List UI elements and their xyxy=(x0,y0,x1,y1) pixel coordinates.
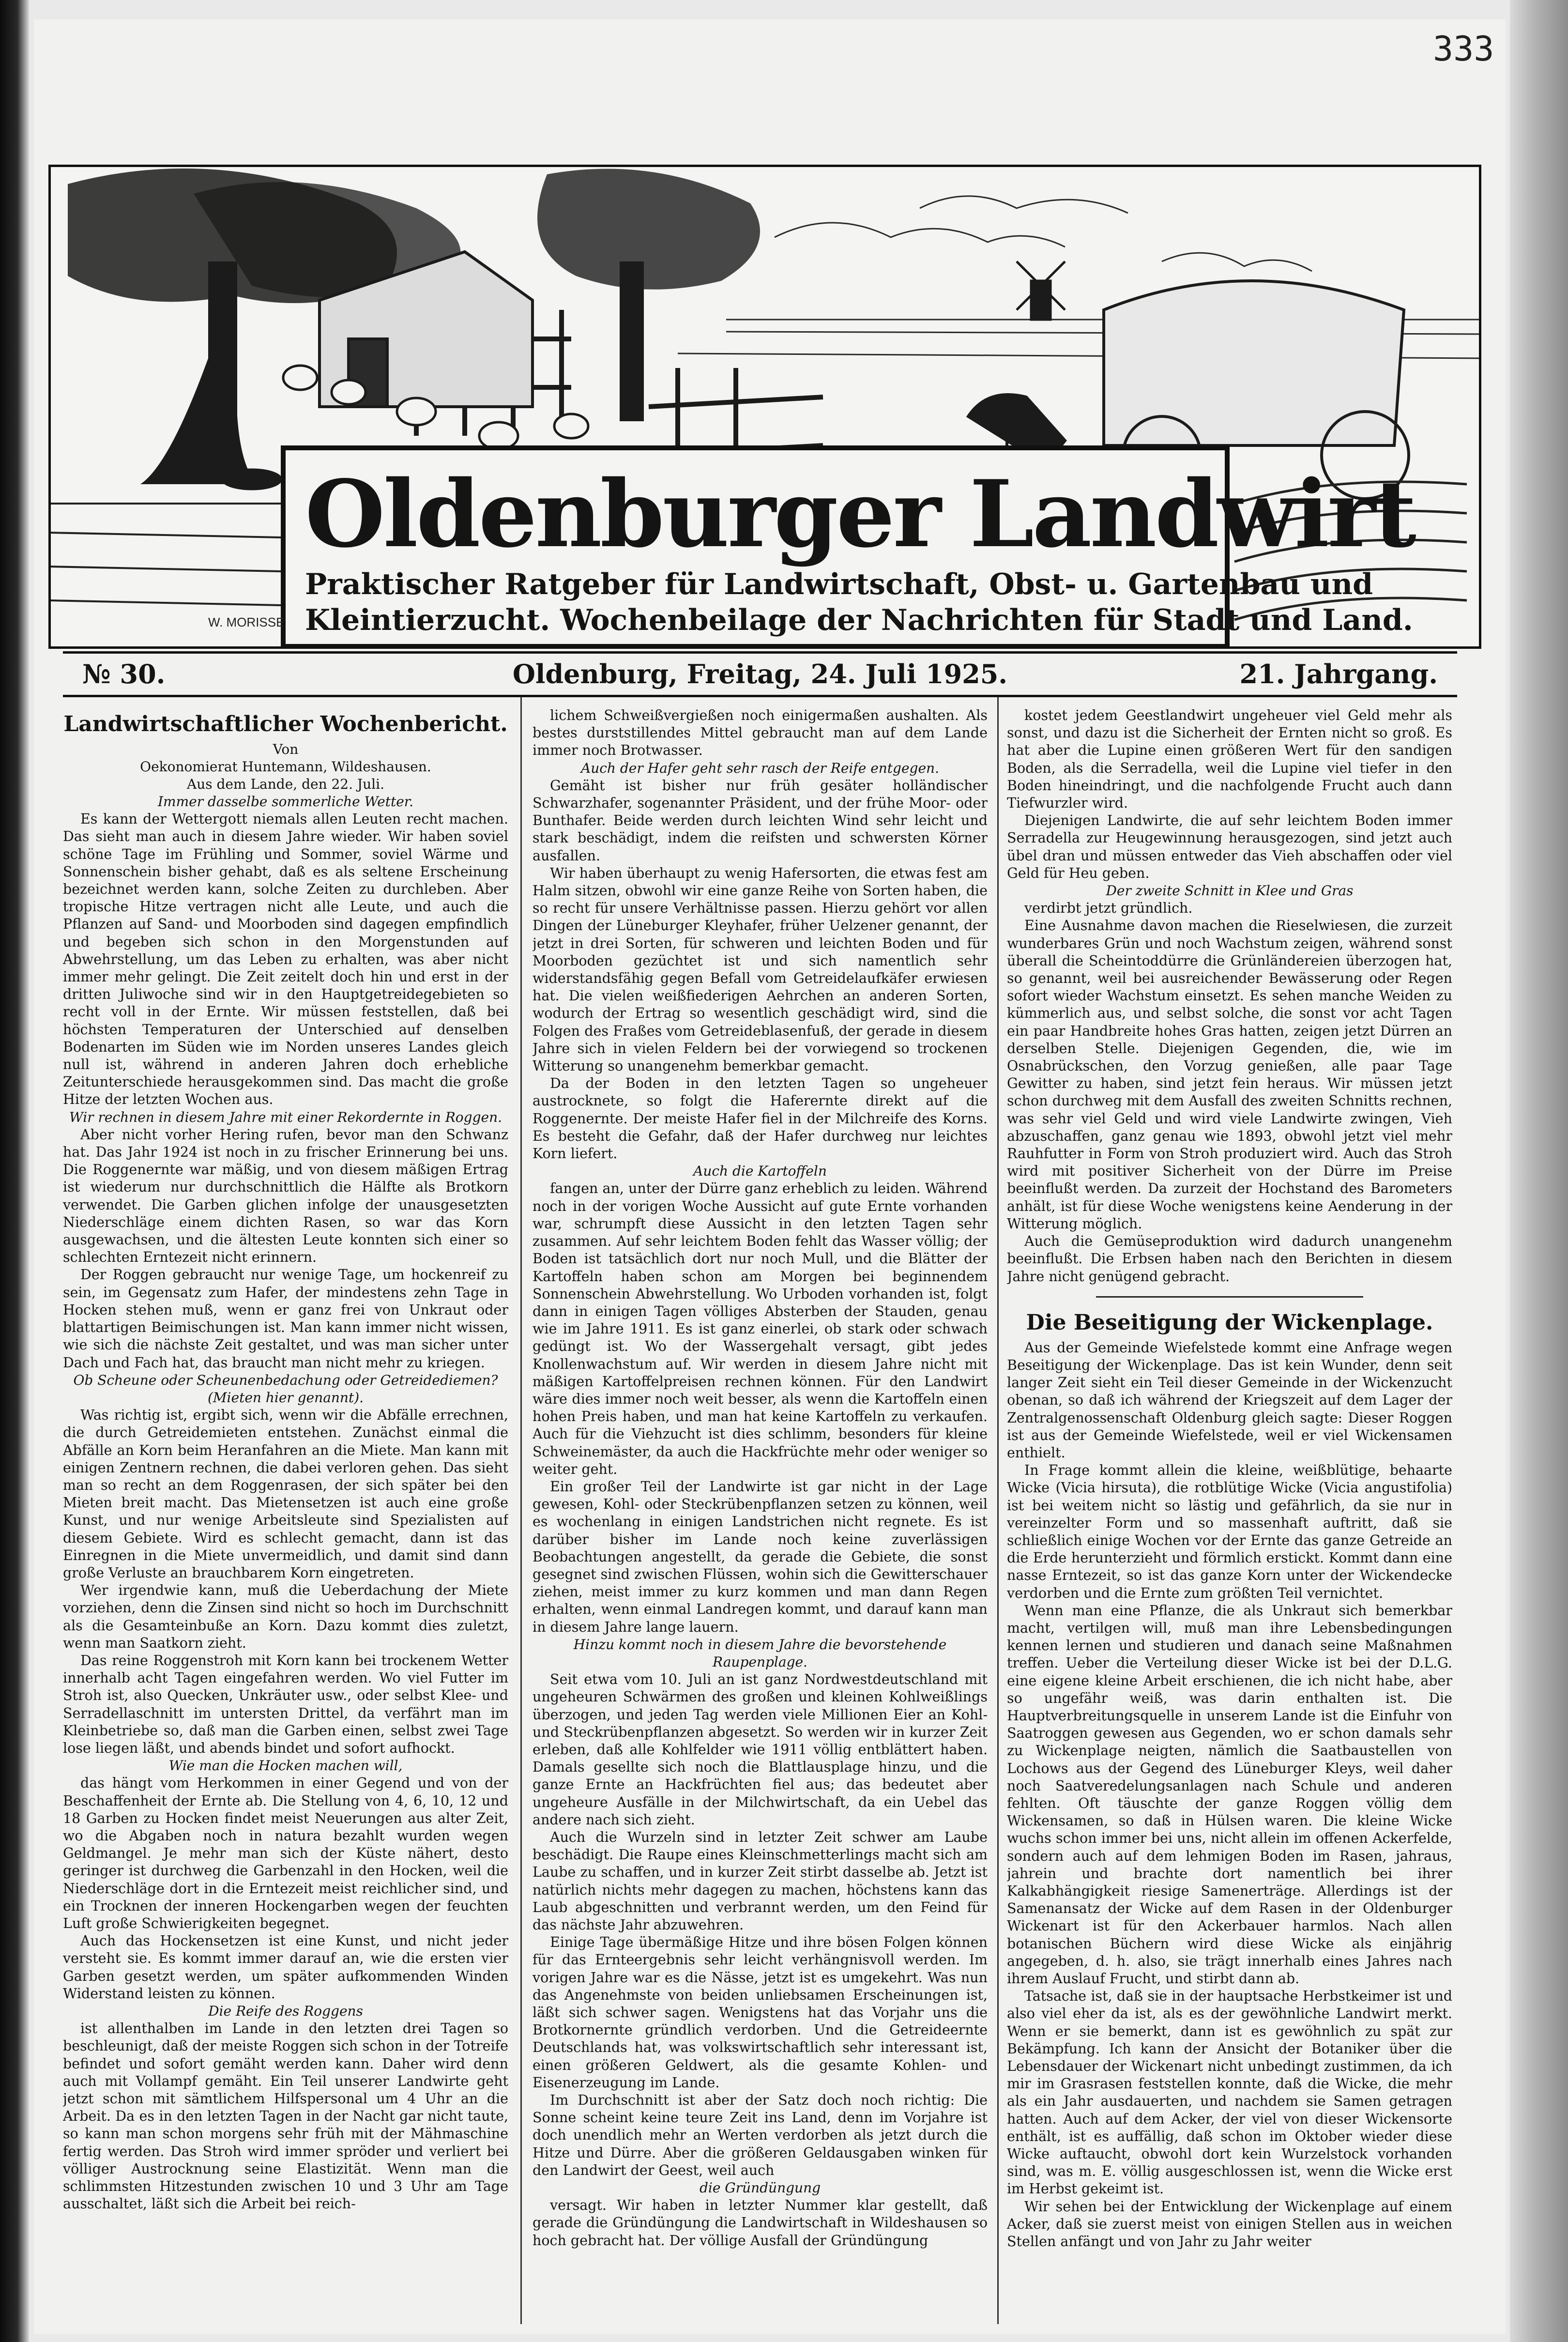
column-rule-2 xyxy=(997,697,999,2324)
subheading: die Gründüngung xyxy=(699,2180,821,2196)
article-headline: Landwirtschaftlicher Wochenbericht. xyxy=(63,712,508,736)
paragraph: Aber nicht vorher Hering rufen, bevor man den Schwanz hat. Das Jahr 1924 ist noch in zu frischer Erinnerung bei uns. Die Roggenernte war mäßig, und von diesem mäßigen Ertrag ist wiederum nur durchschnittlich die Hälfte als Brotkorn verwendet. Die Garben glichen infolge der unausgesetzten Niederschläge einem dichten Rasen, so war das Korn ausgewachsen, und die ältesten Leute konnten sich einer so schlechten Erntezeit nicht erinnern. xyxy=(63,1126,508,1266)
paragraph: Das reine Roggenstroh mit Korn kann bei trockenem Wetter innerhalb acht Tagen eingefahren werden. Wo viel Futter im Stroh ist, also Quecken, Unkräuter usw., oder selbst Klee- und Serradellaschnitt im untersten Drittel, da verfährt man im Kleinbetriebe so, daß man die Garben einen, selbst zwei Tage lose liegen läßt, und abends bindet und sofort aufhockt. xyxy=(63,1652,508,1756)
paragraph: Es kann der Wettergott niemals allen Leuten recht machen. Das sieht man auch in diesem Jahre wieder. Wir haben soviel schöne Tage im Frühling und Sommer, soviel Wärme und Sonnenschein bisher gehabt, daß es als seltene Erscheinung bezeichnet werden kann, solche Zeiten zu durchleben. Aber tropische Hitze vertragen nicht alle Leute, und auch die Pflanzen auf Sand- und Moorboden sind dagegen empfindlich und begeben sich schon in den Morgenstunden auf Abwehrstellung, um das Leben zu erhalten, was aber nicht immer mehr gelingt. Die Zeit zeitelt doch hin und erst in der dritten Juliwoche sind wir in den Hauptgetreidegebieten so recht voll in der Ernte. Wir müssen feststellen, daß bei höchsten Temperaturen der Unterschied auf denselben Bodenarten im Süden wie im Norden unseres Landes gleich null ist, während in anderen Jahren doch erhebliche Zeitunterschiede herausgekommen sind. Das macht die große Hitze der letzten Wochen aus. xyxy=(63,811,508,1108)
subtitle-line-2: Kleintierzucht. Wochenbeilage der Nachrichten für Stadt und Land. xyxy=(305,603,1413,637)
paragraph: Der Roggen gebraucht nur wenige Tage, um hockenreif zu sein, im Gegensatz zum Hafer, der mindestens zehn Tage in Hocken stehen muß, wenn er ganz frei von Unkraut oder blattartigen Beimischungen ist. Man kann immer nicht wissen, wie sich die nächste Zeit gestaltet, und was man sicher unter Dach und Fach hat, das braucht man nicht mehr zu kriegen. xyxy=(63,1267,508,1371)
subtitle-line-1: Praktischer Ratgeber für Landwirtschaft, Obst- u. Gartenbau und xyxy=(305,567,1373,601)
paragraph: lichem Schweißvergießen noch einigermaßen aushalten. Als bestes durststillendes Mittel gebraucht man auf dem Lande immer noch Brotwasser. xyxy=(533,707,988,759)
paragraph: Eine Ausnahme davon machen die Rieselwiesen, die zurzeit wunderbares Grün und noch Wachstum zeigen, während sonst überall die Scheintoddürre die Grünländereien überzogen hat, so genannt, weil bei ausreichender Bewässerung oder Regen sofort wieder Wachstum einsetzt. Es sehen manche Weiden zu kümmerlich aus, und selbst solche, die sonst vor acht Tagen ein paar Handbreite hohes Gras hatten, zeigen jetzt Dürren an derselben Stelle. Diejenigen Gegenden, die, wie im Osnabrückschen, den Vorzug genießen, alle paar Tage Gewitter zu haben, sind jetzt fein heraus. Wir müssen jetzt schon durchweg mit dem Ausfall des zweiten Schnitts rechnen, was sehr viel Geld und wird viele Landwirte zwingen, Vieh abzuschaffen, ganz genau wie 1893, obwohl jetzt viel mehr Rauhfutter in Form von Stroh produziert wird. Auch das Stroh wird mit positiver Sicherheit von der Dürre im Preise beeinflußt werden. Da zurzeit der Hochstand des Barometers anhält, ist für diese Woche wenigstens keine Aenderung in der Witterung möglich. xyxy=(1007,918,1452,1232)
paragraph: Auch das Hockensetzen ist eine Kunst, und nicht jeder versteht sie. Es kommt immer darauf an, wie die ersten vier Garben gesetzt werden, um später aufkommenden Winden Widerstand leisten zu können. xyxy=(63,1933,508,2002)
byline-von: Von xyxy=(273,741,299,757)
paragraph: Im Durchschnitt ist aber der Satz doch noch richtig: Die Sonne scheint keine teure Zeit ins Land, denn im Vorjahre ist doch unendlich mehr an Werten verdorben als jetzt durch die Hitze und Dürre. Aber die größeren Geldausgaben winken für den Landwirt der Geest, weil auch xyxy=(533,2092,988,2178)
article-separator xyxy=(1096,1296,1363,1298)
paragraph: Diejenigen Landwirte, die auf sehr leichtem Boden immer Serradella zur Heugewinnung herausgezogen, sind jetzt auch übel dran und müssen entweder das Vieh abschaffen oder viel Geld für Heu geben. xyxy=(1007,812,1452,881)
column-rule-1 xyxy=(520,697,522,2324)
byline-author: Oekonomierat Huntemann, Wildeshausen. xyxy=(140,759,431,775)
paragraph: Ein großer Teil der Landwirte ist gar nicht in der Lage gewesen, Kohl- oder Steckrübenpflanzen setzen zu können, weil es wochenlang in einigen Landstrichen nicht regnete. Es ist darüber bisher im Lande noch keine zuverlässigen Beobachtungen angestellt, da gerade die Gebiete, die sonst gesegnet sind zwischen Flüssen, wohin sich die Gewitterschauer ziehen, meist immer zu kurz kommen und man dann Regen erhalten, wenn einmal Landregen kommt, und darauf kann man in diesem Jahre lange lauern. xyxy=(533,1478,988,1635)
paragraph: Was richtig ist, ergibt sich, wenn wir die Abfälle errechnen, die durch Getreidemieten entstehen. Zunächst einmal die Abfälle an Korn beim Heranfahren an die Miete. Man kann mit einigen Zentnern rechnen, die dabei verloren gehen. Das sieht man so recht an dem Roggenrasen, der sich später bei den Mieten breit macht. Das Mietensetzen ist auch eine große Kunst, und nur wenige Arbeitsleute sind Spezialisten auf diesem Gebiete. Wird es schlecht gemacht, dann ist das Einregnen in die Miete unvermeidlich, und damit sind dann große Verluste an brauchbarem Korn eingetreten. xyxy=(63,1407,508,1581)
paragraph: Aus der Gemeinde Wiefelstede kommt eine Anfrage wegen Beseitigung der Wickenplage. Das ist kein Wunder, denn seit langer Zeit sieht ein Teil dieser Gemeinde in der Wickenzucht obenan, so daß ich während der Kriegszeit auf dem Lager der Zentralgenossenschaft Oldenburg gleich sagte: Dieser Roggen ist aus der Gemeinde Wiefelstede, weil er viel Wickensamen enthielt. xyxy=(1007,1339,1452,1461)
article-dateline: Aus dem Lande, den 22. Juli. xyxy=(186,776,384,792)
column-2 xyxy=(533,707,988,2314)
paragraph: Gemäht ist bisher nur früh gesäter holländischer Schwarzhafer, sogenannter Präsident, und der frühe Moor- oder Bunthafer. Beide werden durch leichten Wind sehr leicht und stark beschädigt, indem die reifsten und schwersten Körner ausfallen. xyxy=(533,777,988,864)
subheading: Der zweite Schnitt in Klee und Gras xyxy=(1106,883,1354,899)
scan-border-left xyxy=(0,0,29,2342)
subheading: Wie man die Hocken machen will, xyxy=(168,1758,403,1774)
masthead xyxy=(48,165,1481,649)
paragraph: Wenn man eine Pflanze, die als Unkraut sich bemerkbar macht, vertilgen will, muß man ihre Lebensbedingungen kennen lernen und studieren und danach seine Maßnahmen treffen. Ueber die Verteilung dieser Wicke ist bei der D.L.G. eine eigene kleine Arbeit erschienen, die ich nicht habe, aber so ungefähr weiß, was darin enthalten ist. Die Hauptverbreitungsquelle in unserem Lande ist die Einfuhr von Saatroggen gewesen aus Gegenden, wo er schon damals sehr zu Wickenplage neigten, nämlich die Saatbaustellen von Lochows aus der Gegend des Lüneburger Kleys, weil daher noch Saatveredelungsanlagen nach Schule und anderen fehlten. Oft täuschte der ganze Roggen völlig dem Wickensamen, so daß in Hülsen waren. Die kleine Wicke wuchs schon immer bei uns, nicht allein im offenen Ackerfelde, sondern auch auf dem lehmigen Boden im Rasen, jahraus, jahrein und brachte dort namentlich bei ihrer Kalkabhängigkeit riesige Samenerträge. Allerdings ist der Samenansatz der Wicke auf dem Rasen in der Oldenburger Wickenart ist für den Ackerbauer harmlos. Nach allen botanischen Büchern wird diese Wicke als einjährig angegeben, d. h. also, sie trägt innerhalb eines Jahres nach ihrem Auslauf Frucht, und stirbt dann ab. xyxy=(1007,1602,1452,1987)
subheading: Ob Scheune oder Scheunenbedachung oder Getreidediemen? (Mieten hier genannt). xyxy=(73,1372,498,1406)
newspaper-page xyxy=(34,19,1506,2334)
paragraph: das hängt vom Herkommen in einer Gegend und von der Beschaffenheit der Ernte ab. Die Stellung von 4, 6, 10, 12 und 18 Garben zu Hocken findet meist Neuerungen aus alter Zeit, wo die Abgaben noch in natura bezahlt wurden wegen Geldmangel. Je mehr man sich der Küste nähert, desto geringer ist durchweg die Garbenzahl in den Hocken, weil die Niederschläge dort in die Erntezeit meist reichlicher sind, und ein Trocknen der inneren Hockengarben wegen der feuchten Luft große Schwierigkeiten begegnet. xyxy=(63,1775,508,1931)
subheading: Hinzu kommt noch in diesem Jahre die bevorstehende Raupenplage. xyxy=(573,1636,947,1670)
newspaper-title: Oldenburger Landwirt xyxy=(305,460,1415,568)
volume-year: 21. Jahrgang. xyxy=(1239,658,1438,689)
subheading: Wir rechnen in diesem Jahre mit einer Rekordernte in Roggen. xyxy=(69,1109,502,1125)
article-headline: Die Beseitigung der Wickenplage. xyxy=(1026,1310,1433,1335)
paragraph: Wer irgendwie kann, muß die Ueberdachung der Miete vorziehen, denn die Zinsen sind nicht so hoch im Durchschnitt als die Gesamteinbuße an Korn. Dazu kommt dies zuletzt, wenn man Saatkorn zieht. xyxy=(63,1582,508,1651)
paragraph: In Frage kommt allein die kleine, weißblütige, behaarte Wicke (Vicia hirsuta), die rotblütige Wicke (Vicia angustifolia) ist bei weitem nicht so lästig und gefährlich, da sie nur in vereinzelter Form und so massenhaft auftritt, daß sie schließlich einige Wochen vor der Ernte das ganze Getreide an die Erde herunterzieht und förmlich erstickt. Kommt dann eine nasse Erntezeit, so ist das ganze Korn unter der Wickendecke verdorben und die Ernte zum größten Teil vernichtet. xyxy=(1007,1462,1452,1601)
paragraph: Seit etwa vom 10. Juli an ist ganz Nordwestdeutschland mit ungeheuren Schwärmen des großen und kleinen Kohlweißlings überzogen, und jeden Tag werden viele Millionen Eier an Kohl- und Steckrübenpflanzen abgesetzt. So werden wir in kurzer Zeit erleben, daß alle Kohlfelder wie 1911 völlig entblättert haben. Damals gesellte sich noch die Blattlausplage hinzu, und die ganze Ernte an Hackfrüchten fiel aus; das bedeutet aber ungeheure Ausfälle in der Milchwirtschaft, da ein Uebel das andere nach sich zieht. xyxy=(533,1671,988,1828)
scan-border-right xyxy=(1510,0,1568,2342)
artist-signature: W. MORISSE xyxy=(208,615,285,629)
dateline-rule-top xyxy=(63,651,1457,654)
subheading: Auch der Hafer geht sehr rasch der Reife entgegen. xyxy=(581,760,939,776)
paragraph: kostet jedem Geestlandwirt ungeheuer viel Geld mehr als sonst, und dazu ist die Sicherheit der Ernten nicht so groß. Es hat aber die Lupine einen größeren Wert für den sandigen Boden, als die Serradella, weil die Lupine viel tiefer in den Boden hineindringt, und die nachfolgende Frucht auch dann Tiefwurzler wird. xyxy=(1007,707,1452,811)
paragraph: versagt. Wir haben in letzter Nummer klar gestellt, daß gerade die Gründüngung die Landwirtschaft in Wildeshausen so hoch gebracht hat. Der völlige Ausfall der Gründüngung xyxy=(533,2197,988,2249)
column-1 xyxy=(63,707,508,2314)
page-number: 333 xyxy=(1433,29,1494,69)
place-and-date: Oldenburg, Freitag, 24. Juli 1925. xyxy=(512,658,1008,689)
dateline-rule-bottom xyxy=(63,695,1457,697)
newspaper-subtitle xyxy=(305,566,1413,638)
subheading: Die Reife des Roggens xyxy=(208,2003,363,2020)
paragraph: Auch die Wurzeln sind in letzter Zeit schwer am Laube beschädigt. Die Raupe eines Kleinschmetterlings macht sich am Laube zu schaffen, und in kurzer Zeit stirbt dasselbe ab. Jetzt ist natürlich nichts mehr dagegen zu machen, höchstens kann das Laub abgeschnitten und verbrannt werden, um den Feind für das nächste Jahr abzuwehren. xyxy=(533,1829,988,1933)
paragraph: Wir sehen bei der Entwicklung der Wickenplage auf einem Acker, daß sie zuerst meist von einigen Stellen aus in weichen Stellen anfängt und von Jahr zu Jahr weiter xyxy=(1007,2198,1452,2250)
paragraph: Auch die Gemüseproduktion wird dadurch unangenehm beeinflußt. Die Erbsen haben nach den Berichten in diesem Jahre nicht genügend gebracht. xyxy=(1007,1233,1452,1285)
paragraph: ist allenthalben im Lande in den letzten drei Tagen so beschleunigt, daß der meiste Roggen sich schon in der Totreife befindet und sofort gemäht werden kann. Daher wird denn auch mit Vollampf gemäht. Ein Teil unserer Landwirte geht jetzt schon mit sämtlichem Hilfspersonal um 4 Uhr an die Arbeit. Da es in den letzten Tagen in der Nacht gar nicht taute, so kann man schon morgens sehr früh mit der Mähmaschine fertig werden. Das Stroh wird immer spröder und verliert bei völliger Austrocknung seine Elastizität. Wenn man die schlimmsten Hitzestunden zwischen 10 und 3 Uhr am Tage ausschaltet, läßt sich die Arbeit bei reich- xyxy=(63,2021,508,2212)
paragraph: Da der Boden in den letzten Tagen so ungeheuer austrocknete, so folgt die Haferernte direkt auf die Roggenernte. Der meiste Hafer fiel in der Milchreife des Korns. Es besteht die Gefahr, daß der Hafer durchweg nur leichtes Korn liefert. xyxy=(533,1075,988,1162)
dateline xyxy=(63,658,1457,692)
subheading: Auch die Kartoffeln xyxy=(693,1163,827,1179)
masthead-title-box xyxy=(281,445,1415,649)
paragraph: Wir haben überhaupt zu wenig Hafersorten, die etwas fest am Halm sitzen, obwohl wir eine ganze Reihe von Sorten haben, die so recht für unsere Verhältnisse passen. Hierzu gehört vor allen Dingen der Lüneburger Kleyhafer, früher Uelzener genannt, der jetzt in drei Sorten, für schweren und leichten Boden und für Moorboden gezüchtet ist und sich namentlich sehr widerstandsfähig gegen Befall vom Getreidelaufkäfer erwiesen hat. Die vielen weißfiederigen Aehrchen an anderen Sorten, wodurch der Ertrag so wesentlich geschädigt wird, sind die Folgen des Fraßes vom Getreideblasenfuß, der gerade in diesem Jahre sich in vielen Feldern bei der vorwiegend so trockenen Witterung so unangenehm bemerkbar gemacht. xyxy=(533,865,988,1074)
issue-number: № 30. xyxy=(82,658,166,689)
paragraph: Tatsache ist, daß sie in der hauptsache Herbstkeimer ist und also viel eher da ist, als es der gewöhnliche Landwirt merkt. Wenn er sie bemerkt, dann ist es gewöhnlich zu spät zur Bekämpfung. Ich kann der Ansicht der Botaniker über die Lebensdauer der Wickenart nicht unbedingt zustimmen, da ich mir im Grasrasen feststellen konnte, daß die Wicke, die mehr als ein Jahr ausdauerten, und nachdem sie Samen getragen hatten. Auch auf dem Acker, der viel von dieser Wickensorte enthält, ist es auffällig, daß schon im Oktober wieder diese Wicke auftaucht, obwohl dort kein Wurzelstock vorhanden sind, was m. E. völlig ausgeschlossen ist, wenn die Wicke erst im Herbst gekeimt ist. xyxy=(1007,1988,1452,2197)
paragraph: Einige Tage übermäßige Hitze und ihre bösen Folgen können für das Ernteergebnis sehr leicht verhängnisvoll werden. Im vorigen Jahre war es die Nässe, jetzt ist es umgekehrt. Was nun das Angenehmste von beiden unliebsamen Erscheinungen ist, läßt sich schwer sagen. Wenigstens hat das Vorjahr uns die Brotkornernte gründlich verdorben. Und die Getreideernte Deutschlands hat, was volkswirtschaftlich sehr interessant ist, einen größeren Geldwert, als die gesamte Kohlen- und Eisenerzeugung im Lande. xyxy=(533,1934,988,2091)
paragraph: verdirbt jetzt gründlich. xyxy=(1024,900,1193,917)
paragraph: fangen an, unter der Dürre ganz erheblich zu leiden. Während noch in der vorigen Woche Aussicht auf gute Ernte vorhanden war, schrumpft diese Aussicht in den letzten Tagen sehr zusammen. Auf sehr leichtem Boden fehlt das Wasser völlig; der Boden ist tatsächlich dort nur noch Mull, und die Blätter der Kartoffeln haben schon am Morgen bei beginnendem Sonnenschein Abwehrstellung. Wo Urboden vorhanden ist, folgt dann in einigen Tagen völliges Absterben der Stauden, genau wie im Jahre 1911. Es ist ganz einerlei, ob stark oder schwach gedüngt ist. Wo der Wassergehalt versagt, gibt jedes Knollenwachstum auf. Wir werden in diesem Jahre nicht mit mäßigen Kartoffelpreisen rechnen können. Für den Landwirt wäre dies immer noch weit besser, als wenn die Kartoffeln einen hohen Preis haben, und man hat keine Kartoffeln zu verkaufen. Auch für die Viehzucht ist dies schlimm, besonders für kleine Schweinemäster, da auch die Hackfrüchte mehr oder weniger so weiter geht. xyxy=(533,1180,988,1477)
subheading: Immer dasselbe sommerliche Wetter. xyxy=(157,794,414,810)
column-3 xyxy=(1007,707,1452,2314)
